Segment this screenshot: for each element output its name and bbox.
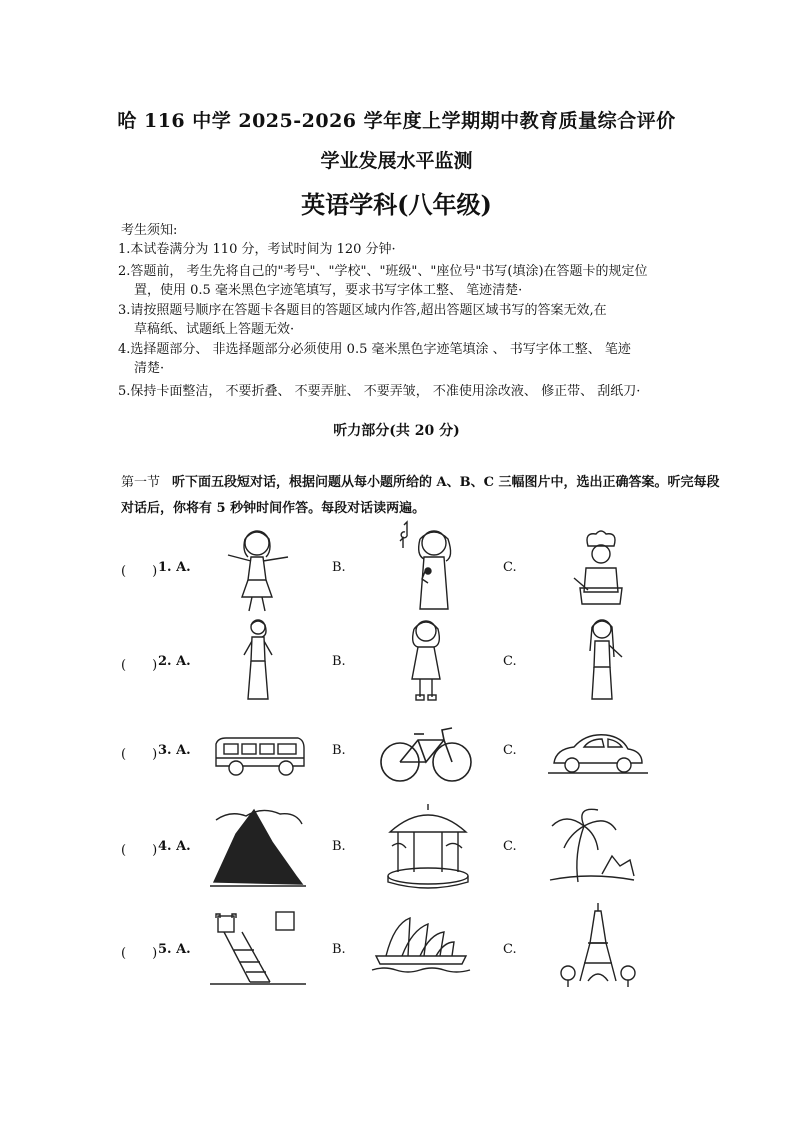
option-c-label: C. (503, 942, 517, 957)
eiffel-tower-icon (558, 903, 638, 989)
carousel-icon (384, 802, 472, 888)
option-b-label: B. (332, 654, 346, 669)
note-item: 5.保持卡面整洁， 不要折叠、 不要弄脏、 不要弄皱， 不准使用涂改液、 修正带、 刮纸刀· (118, 384, 641, 399)
note-item: 清楚· (134, 361, 165, 376)
dancing-girl-icon (222, 525, 292, 613)
listening-title: 听力部分(共 20 分) (333, 423, 460, 439)
girl-short-dress-icon (404, 617, 448, 703)
option-b-label: B. (332, 839, 346, 854)
question-number: 5. A. (158, 942, 191, 957)
car-icon (548, 731, 648, 777)
bicycle-icon (378, 724, 474, 784)
question-number: 2. A. (158, 654, 191, 669)
question-number: 3. A. (158, 743, 191, 758)
note-item: 置，使用 0.5 毫米黑色字迹笔填写，要求书写字体工整、 笔迹清楚· (134, 283, 523, 298)
option-c-label: C. (503, 560, 517, 575)
question-number: 1. A. (158, 560, 191, 575)
answer-bracket[interactable]: ( ) (121, 747, 158, 762)
note-item: 草稿纸、试题纸上答题无效· (134, 322, 295, 337)
palm-beach-icon (550, 804, 634, 886)
note-item: 4.选择题部分、 非选择题部分必须使用 0.5 毫米黑色字迹笔填涂 、 书写字体工整、 笔迹 (118, 342, 631, 357)
notes-title: 考生须知: (121, 223, 178, 238)
option-b-label: B. (332, 743, 346, 758)
note-item: 3.请按照题号顺序在答题卡各题目的答题区域内作答,超出答题区域书写的答案无效,在 (118, 303, 607, 318)
option-c-label: C. (503, 654, 517, 669)
option-c-label: C. (503, 743, 517, 758)
singing-girl-icon (396, 521, 460, 611)
bus-icon (212, 736, 308, 778)
section-text: 听下面五段短对话，根据问题从每小题所给的 A、B、C 三幅图片中，选出正确答案。听完每段对话后，你将有 5 秒钟时间作答。每段对话读两遍。 (121, 475, 720, 516)
opera-house-icon (372, 912, 470, 978)
note-item: 1.本试卷满分为 110 分，考试时间为 120 分钟· (118, 242, 396, 257)
answer-bracket[interactable]: ( ) (121, 564, 158, 579)
option-c-label: C. (503, 839, 517, 854)
section-instructions (121, 470, 721, 522)
question-number: 4. A. (158, 839, 191, 854)
note-item: 2.答题前， 考生先将自己的"考号"、"学校"、"班级"、"座位号"书写(填涂)在答题卡的规定位 (118, 264, 648, 279)
title-line-3: 英语学科(八年级) (301, 190, 492, 219)
girl-long-skirt-icon (238, 617, 278, 703)
option-b-label: B. (332, 560, 346, 575)
section-label: 第一节 (121, 475, 161, 490)
title-line-2: 学业发展水平监测 (320, 150, 473, 172)
answer-bracket[interactable]: ( ) (121, 843, 158, 858)
option-b-label: B. (332, 942, 346, 957)
title-line-1: 哈 116 中学 2025-2026 学年度上学期期中教育质量综合评价 (117, 110, 676, 132)
mountain-icon (210, 806, 306, 888)
girl-ponytail-icon (578, 617, 626, 703)
answer-bracket[interactable]: ( ) (121, 658, 158, 673)
answer-bracket[interactable]: ( ) (121, 946, 158, 961)
chef-icon (570, 528, 632, 610)
great-wall-icon (210, 910, 306, 986)
